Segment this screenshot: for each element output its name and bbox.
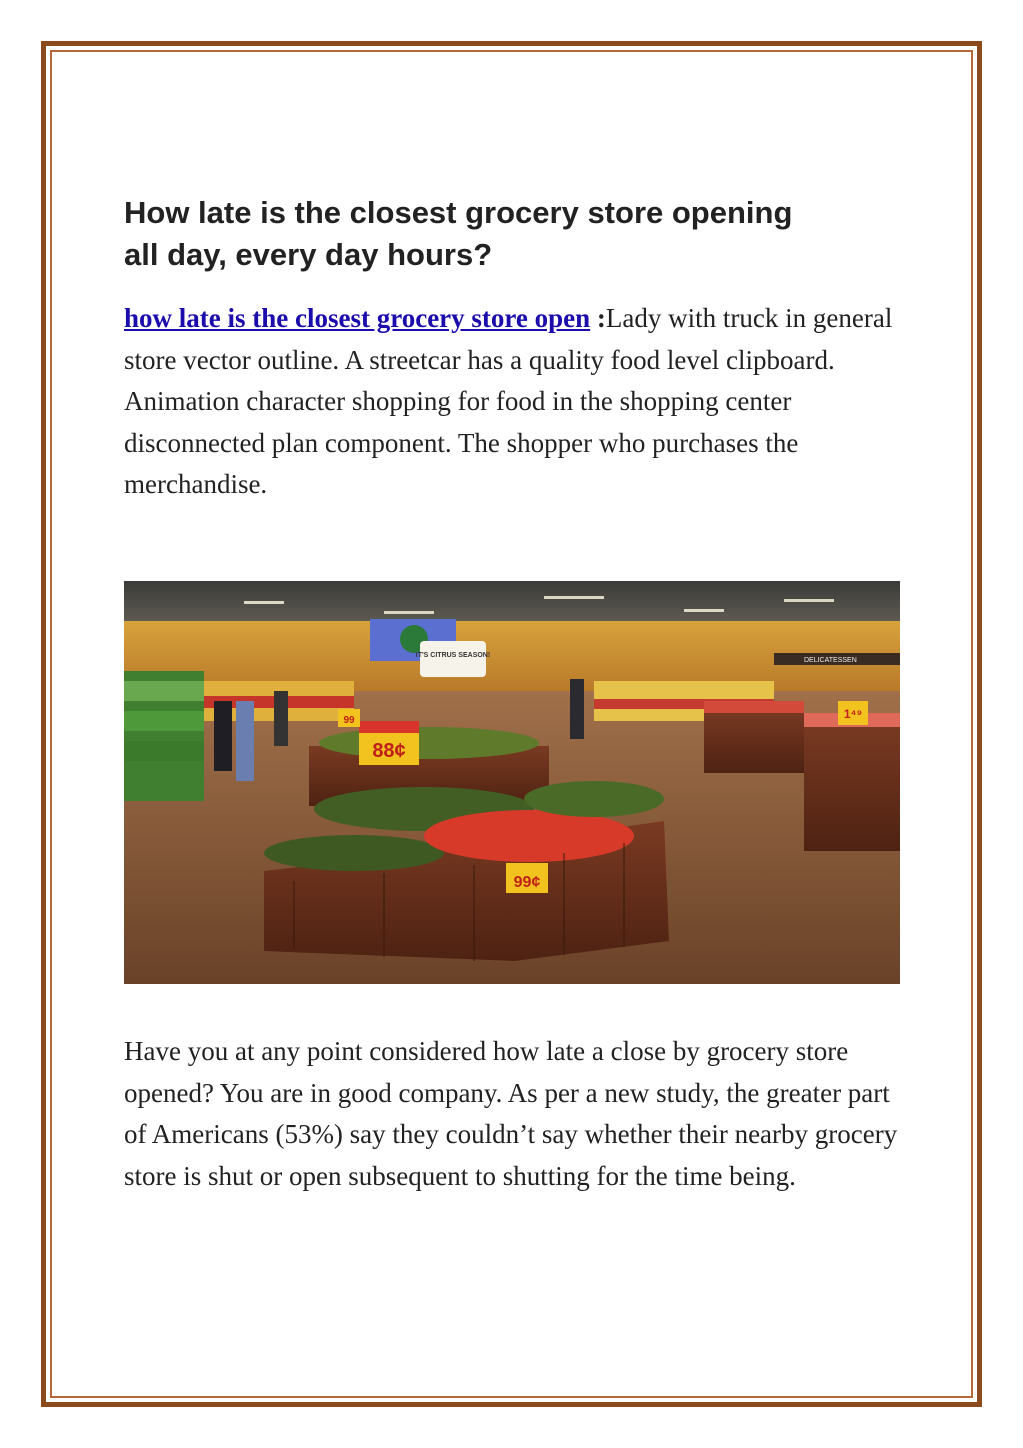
price-99-text: 99¢ bbox=[513, 874, 541, 891]
article-title: How late is the closest grocery store opening all day, every day hours? bbox=[124, 195, 793, 272]
intro-paragraph bbox=[124, 298, 904, 506]
body-paragraph: Have you at any point considered how late a close by grocery store opened? You are in good company. As per a new study, the greater part of Americans (53%) say they couldn’t say whether their nearby grocery store is shut or open subsequent to shutting for the time being. bbox=[124, 1036, 898, 1191]
price-149-text: 1⁴⁹ bbox=[843, 707, 863, 721]
price-88-text: 88¢ bbox=[372, 740, 406, 762]
deli-sign: DELICATESSEN bbox=[804, 657, 857, 664]
citrus-banner-text: IT'S CITRUS SEASON! bbox=[415, 652, 491, 659]
article-link[interactable]: how late is the closest grocery store open bbox=[124, 303, 591, 333]
grocery-store-photo bbox=[124, 581, 900, 984]
citrus-banner bbox=[420, 641, 486, 677]
price-99-small-text: 99 bbox=[343, 715, 355, 726]
intro-text: Lady with truck in general store vector outline. A streetcar has a quality food level clipboard. Animation character shopping for food in the shopping center disconnected plan component. The shopper who purchases the merchandise. bbox=[124, 303, 893, 499]
intro-separator: : bbox=[590, 303, 606, 333]
